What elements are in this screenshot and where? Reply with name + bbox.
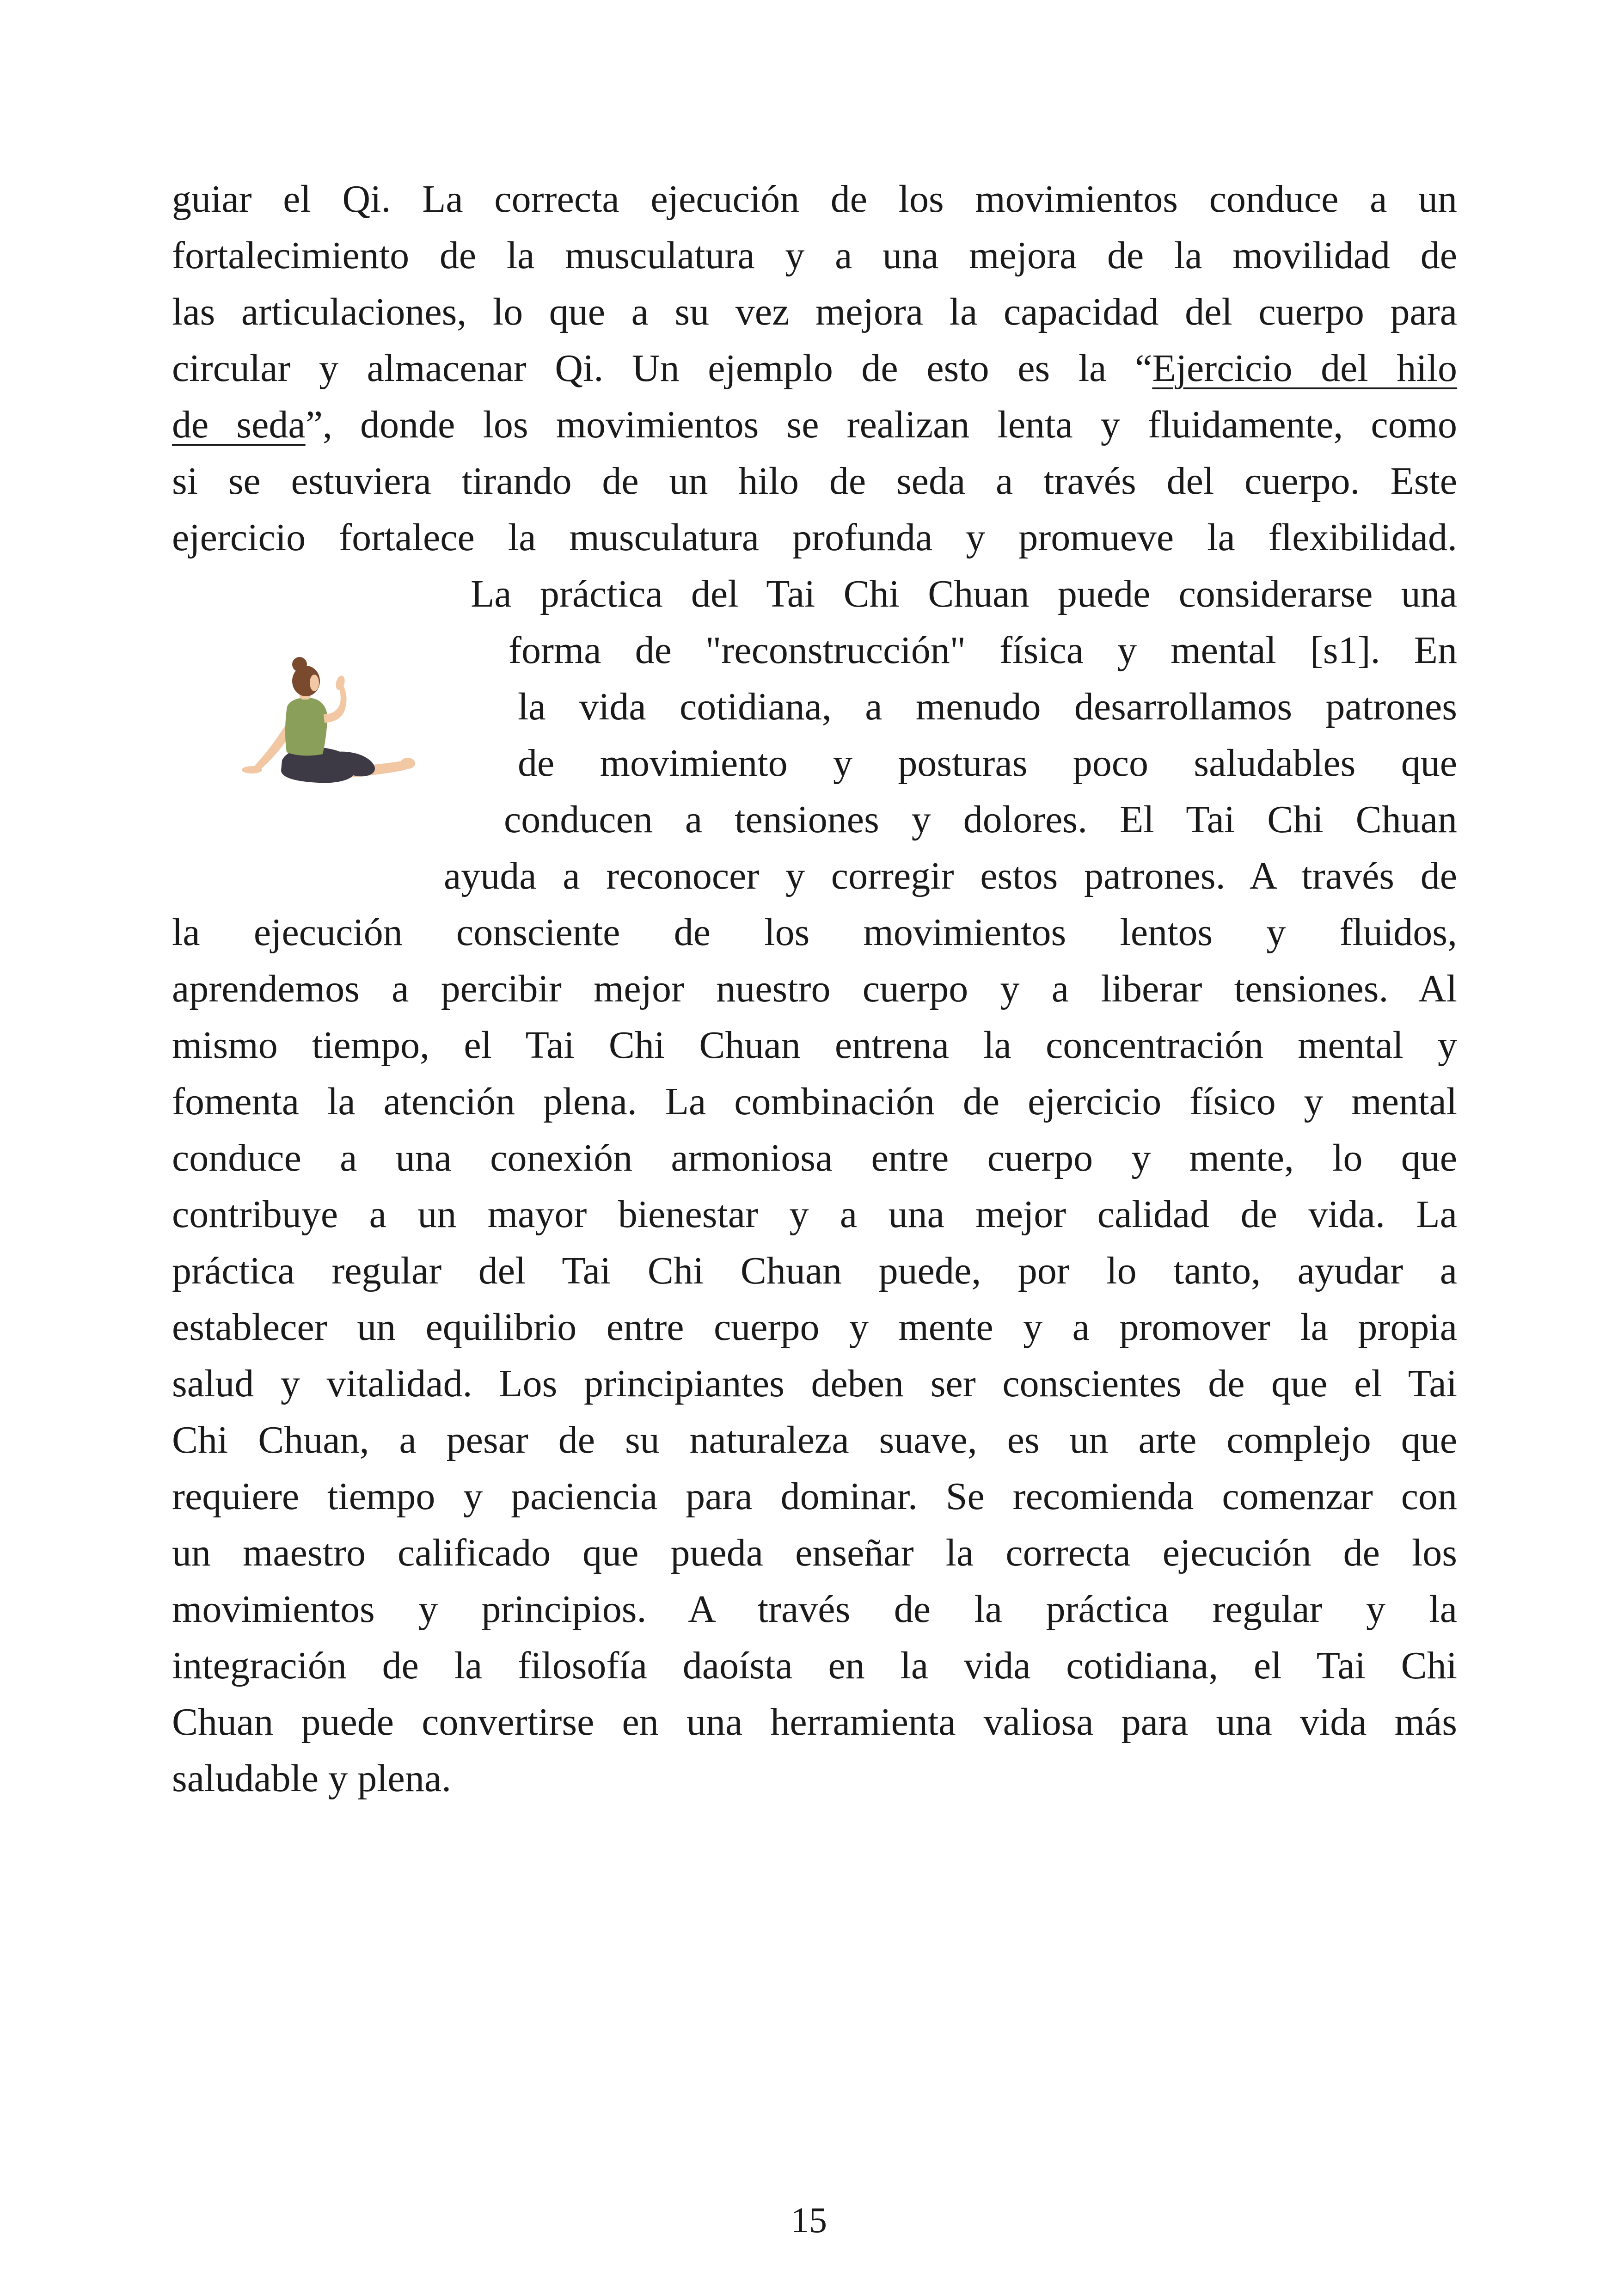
paragraph-line: mismo tiempo, el Tai Chi Chuan entrena la concentración mental y bbox=[172, 1024, 1457, 1067]
silk-thread-exercise-link[interactable]: de seda bbox=[172, 403, 306, 446]
paragraph-line: las articulaciones, lo que a su vez mejora la capacidad del cuerpo para bbox=[172, 290, 1457, 333]
paragraph-line: forma de "reconstrucción" física y mental [s1]. En bbox=[509, 629, 1457, 672]
paragraph-line: la vida cotidiana, a menudo desarrollamos patrones bbox=[518, 685, 1457, 728]
paragraph-line: establecer un equilibrio entre cuerpo y mente y a promover la propia bbox=[172, 1306, 1457, 1349]
paragraph-line: salud y vitalidad. Los principiantes deben ser conscientes de que el Tai bbox=[172, 1362, 1457, 1405]
silk-thread-exercise-link[interactable]: Ejercicio del hilo bbox=[1152, 347, 1458, 390]
paragraph-line: contribuye a un mayor bienestar y a una mejor calidad de vida. La bbox=[172, 1193, 1457, 1236]
paragraph-line: ejercicio fortalece la musculatura profunda y promueve la flexibilidad. bbox=[172, 516, 1457, 559]
paragraph-line bbox=[172, 397, 1457, 453]
paragraph-line: un maestro calificado que pueda enseñar la correcta ejecución de los bbox=[172, 1531, 1457, 1574]
paragraph-line: Chi Chuan, a pesar de su naturaleza suave, es un arte complejo que bbox=[172, 1418, 1457, 1461]
paragraph-line: si se estuviera tirando de un hilo de seda a través del cuerpo. Este bbox=[172, 460, 1457, 503]
paragraph-line: de movimiento y posturas poco saludables que bbox=[518, 742, 1457, 785]
paragraph-text: ”, donde los movimientos se realizan lenta y fluidamente, como bbox=[305, 403, 1457, 446]
paragraph-line: guiar el Qi. La correcta ejecución de los movimientos conduce a un bbox=[172, 178, 1457, 221]
paragraph-line: conduce a una conexión armoniosa entre cuerpo y mente, lo que bbox=[172, 1136, 1457, 1179]
seated-twist-figure-icon bbox=[217, 645, 439, 802]
paragraph-text: circular y almacenar Qi. Un ejemplo de esto es la “ bbox=[172, 347, 1152, 390]
paragraph-line: la ejecución consciente de los movimientos lentos y fluidos, bbox=[172, 911, 1457, 954]
paragraph-line: integración de la filosofía daoísta en la vida cotidiana, el Tai Chi bbox=[172, 1644, 1457, 1687]
paragraph-line: fomenta la atención plena. La combinación de ejercicio físico y mental bbox=[172, 1080, 1457, 1123]
page-number: 15 bbox=[791, 2200, 827, 2240]
paragraph-line: saludable y plena. bbox=[172, 1757, 452, 1800]
paragraph-line: La práctica del Tai Chi Chuan puede considerarse una bbox=[471, 572, 1457, 615]
paragraph-line: Chuan puede convertirse en una herramienta valiosa para una vida más bbox=[172, 1701, 1457, 1743]
paragraph-line: práctica regular del Tai Chi Chuan puede, por lo tanto, ayudar a bbox=[172, 1249, 1457, 1292]
paragraph-line: conducen a tensiones y dolores. El Tai Chi Chuan bbox=[504, 798, 1457, 841]
paragraph-line: requiere tiempo y paciencia para dominar. Se recomienda comenzar con bbox=[172, 1475, 1457, 1518]
paragraph-line: aprendemos a percibir mejor nuestro cuerpo y a liberar tensiones. Al bbox=[172, 967, 1457, 1010]
paragraph-line: ayuda a reconocer y corregir estos patrones. A través de bbox=[444, 854, 1457, 897]
paragraph-line bbox=[172, 340, 1457, 397]
paragraph-line: movimientos y principios. A través de la práctica regular y la bbox=[172, 1588, 1457, 1631]
paragraph-line: fortalecimiento de la musculatura y a una mejora de la movilidad de bbox=[172, 234, 1457, 277]
